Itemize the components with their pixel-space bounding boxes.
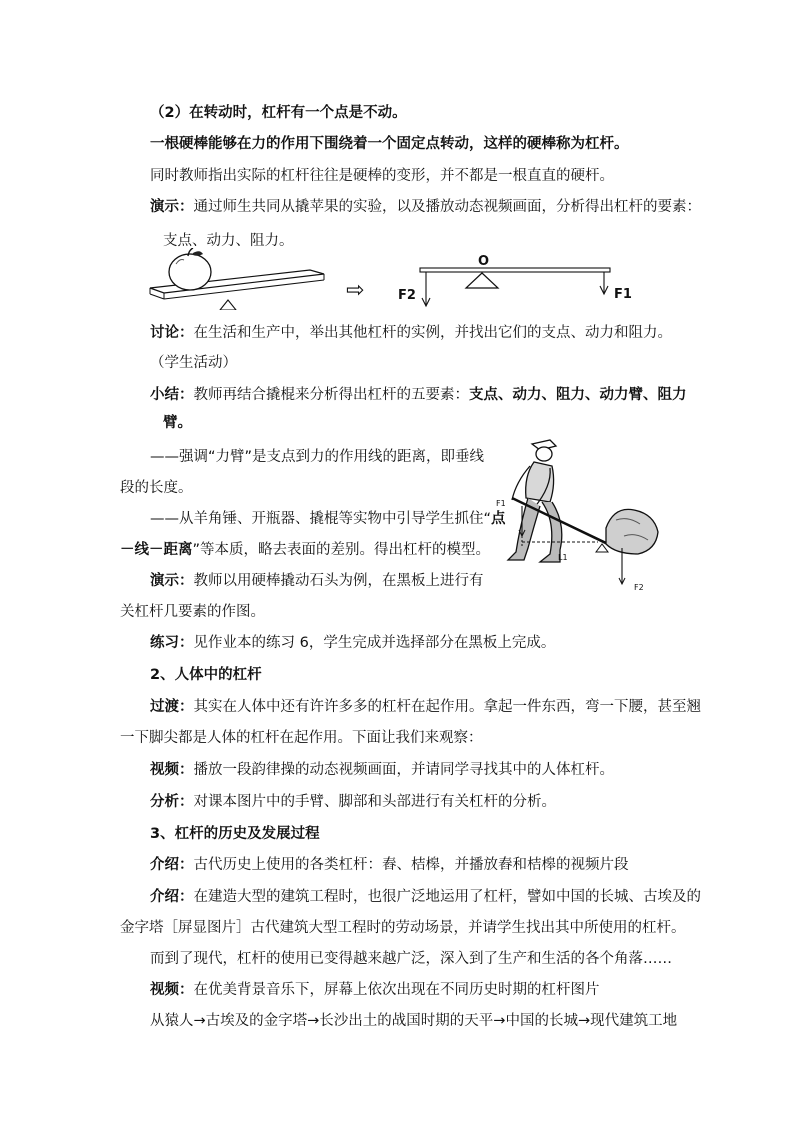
demo2-text: 教师以用硬棒撬动石头为例，在黑板上进行有 <box>193 573 484 589</box>
emphasis-arm-cont: 段的长度。 <box>120 480 193 496</box>
transition-line <box>150 697 701 717</box>
worker-lever-figure <box>494 436 674 596</box>
guide-bold-cont: －线－距离 <box>120 542 193 558</box>
guide-bold: 点 <box>491 511 506 527</box>
lever-bar <box>420 268 610 272</box>
demo2-label: 演示： <box>150 573 194 589</box>
analysis-line <box>150 792 556 812</box>
worker-f1-label: F1 <box>496 499 506 508</box>
apple-lever-figure <box>148 248 668 310</box>
demo2-line <box>150 571 484 591</box>
demo-label: 演示： <box>150 199 194 215</box>
section-point-fixed: （2）在转动时，杠杆有一个点是不动。 <box>150 105 407 121</box>
small-fulcrum <box>220 300 236 310</box>
transform-arrow: ⇨ <box>346 278 365 303</box>
video-label: 视频： <box>150 762 194 778</box>
demo2-cont: 关杠杆几要素的作图。 <box>120 604 265 620</box>
summary-label: 小结： <box>150 387 194 403</box>
modern-line: 而到了现代，杠杆的使用已变得越来越广泛，深入到了生产和生活的各个角落…… <box>150 951 672 967</box>
practice-label: 练习： <box>150 635 194 651</box>
guide-line <box>150 509 506 529</box>
video2-text: 在优美背景音乐下，屏幕上依次出现在不同历史时期的杠杆图片 <box>193 982 600 998</box>
worker-f2-label: F2 <box>634 583 644 592</box>
intro2-line <box>150 887 701 907</box>
intro2-text: 在建造大型的建筑工程时，也很广泛地运用了杠杆，譬如中国的长城、古埃及的 <box>193 889 701 905</box>
demo-line <box>150 197 701 217</box>
transition-text: 其实在人体中还有许许多多的杠杆在起作用。拿起一件东西，弯一下腰，甚至翘 <box>193 699 701 715</box>
guide-text-cont: ”等本质，略去表面的差别。得出杠杆的模型。 <box>192 542 491 558</box>
intro2-label: 介绍： <box>150 889 194 905</box>
transition-label: 过渡： <box>150 699 194 715</box>
intro-label: 介绍： <box>150 857 194 873</box>
discussion-label: 讨论： <box>150 325 194 341</box>
fulcrum-triangle <box>466 273 498 288</box>
discussion-line <box>150 323 672 343</box>
summary-continued: 臂。 <box>163 415 192 431</box>
five-elements: 支点、动力、阻力、动力臂、阻力 <box>469 387 687 403</box>
section-human-lever: 2、人体中的杠杆 <box>150 667 262 683</box>
summary-line <box>150 385 687 405</box>
rock-icon <box>606 509 658 554</box>
worker-l1-label: L1 <box>558 553 568 562</box>
summary-text: 教师再结合撬棍来分析得出杠杆的五要素： <box>193 387 469 403</box>
video-line <box>150 760 614 780</box>
intro2-cont: 金字塔［屏显图片］古代建筑大型工程时的劳动场景，并请学生找出其中所使用的杠杆。 <box>120 920 686 936</box>
emphasis-arm: ——强调“力臂”是支点到力的作用线的距离，即垂线 <box>150 449 485 465</box>
analysis-text: 对课本图片中的手臂、脚部和头部进行有关杠杆的分析。 <box>193 794 556 810</box>
guide-line-cont <box>120 540 490 560</box>
transition-cont: 一下脚尖都是人体的杠杆在起作用。下面让我们来观察： <box>120 730 483 746</box>
lever-elements: 支点、动力、阻力。 <box>163 233 294 249</box>
video2-label: 视频： <box>150 982 194 998</box>
timeline-line: 从猿人→古埃及的金字塔→长沙出土的战国时期的天平→中国的长城→现代建筑工地 <box>150 1013 678 1029</box>
section-history: 3、杠杆的历史及发展过程 <box>150 826 320 842</box>
video-text: 播放一段韵律操的动态视频画面，并请同学寻找其中的人体杠杆。 <box>193 762 614 778</box>
video2-line <box>150 980 600 1000</box>
force-f2-label: F2 <box>398 288 416 303</box>
intro-text: 古代历史上使用的各类杠杆：舂、桔槔，并播放舂和桔槔的视频片段 <box>193 857 629 873</box>
analysis-label: 分析： <box>150 794 194 810</box>
force-f1-label: F1 <box>614 287 632 302</box>
discussion-text: 在生活和生产中，举出其他杠杆的实例，并找出它们的支点、动力和阻力。 <box>193 325 672 341</box>
pivot-label: O <box>478 254 490 269</box>
teacher-note: 同时教师指出实际的杠杆往往是硬棒的变形，并不都是一根直直的硬杆。 <box>150 168 614 184</box>
apple-icon <box>169 248 211 290</box>
demo-text: 通过师生共同从撬苹果的实验，以及播放动态视频画面，分析得出杠杆的要素： <box>193 199 701 215</box>
intro-line <box>150 855 629 875</box>
student-activity: （学生活动） <box>150 355 237 371</box>
practice-line <box>150 633 555 653</box>
guide-text: ——从羊角锤、开瓶器、撬棍等实物中引导学生抓住“ <box>150 511 492 527</box>
lever-definition: 一根硬棒能够在力的作用下围绕着一个固定点转动，这样的硬棒称为杠杆。 <box>150 136 629 152</box>
practice-text: 见作业本的练习 6，学生完成并选择部分在黑板上完成。 <box>193 635 556 651</box>
